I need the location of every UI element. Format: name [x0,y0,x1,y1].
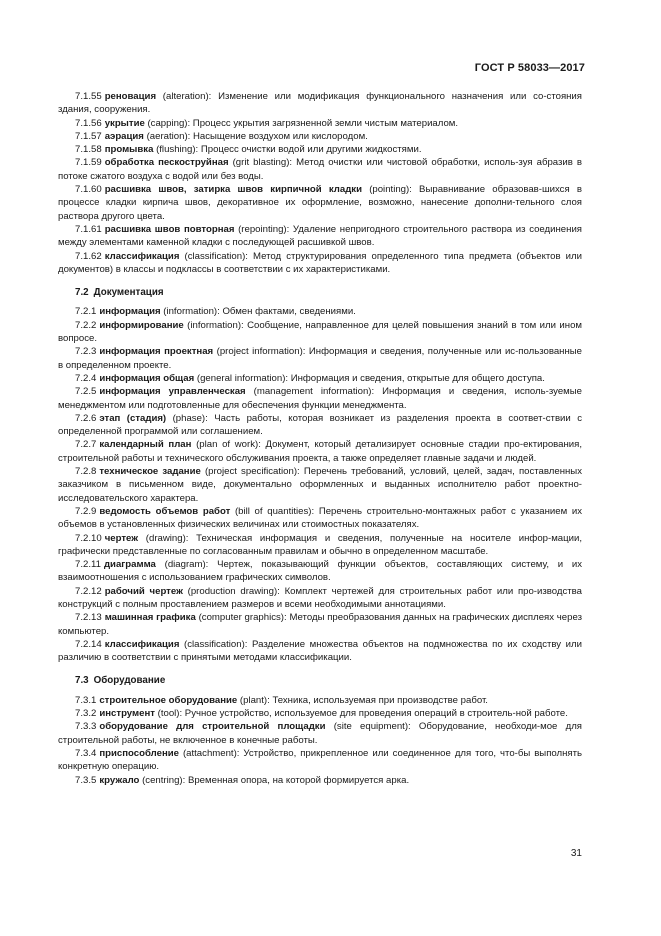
definition-text: (plan of work): Документ, который детализирует основные стадии про-ектирования, строительной работы и технического обслуживания проекта, а также определяет главные задачи и людей. [58,439,582,464]
definition-text: (capping): Процесс укрытия загрязненной земли чистым материалом. [144,117,459,129]
definition-paragraph [58,250,582,277]
definition-paragraph [58,183,582,223]
definition-term: информация проектная [99,346,214,358]
definition-text: (diagram): Чертеж, показывающий функции объектов, составляющих систему, и их взаимоотношения с использованием графических символов. [58,559,582,584]
definition-term: чертеж [104,532,139,544]
definition-number: 7.2.6 [75,412,97,424]
definition-text: (bill of quantities): Перечень строительно-монтажных работ с указанием их объемов в установленных физических величинах или стоимостных показателях. [58,505,582,531]
document-body [58,90,582,787]
definition-text: (management information): Информация и сведения, исполь-зуемые менеджментом или подготовленные для обеспечения функции менеджмента. [58,386,582,411]
definition-number: 7.3.1 [75,694,97,706]
definition-number: 7.1.58 [75,144,102,156]
definition-term: диаграмма [103,559,156,571]
definition-text: (site equipment): Оборудование, необходи-мое для строительной работы, не включенное в конечные работы. [58,721,582,746]
definition-paragraph [58,305,582,318]
definition-number: 7.1.59 [75,157,102,169]
definition-term: расшивка швов, затирка швов кирпичной кладки [104,184,362,196]
definition-paragraph [58,638,582,665]
definition-number: 7.3.3 [75,721,97,733]
definition-number: 7.1.60 [75,184,102,196]
definition-term: информирование [99,319,184,331]
definition-term: этап (стадия) [99,412,167,424]
definition-term: реновация [104,91,157,102]
definition-paragraph [58,505,582,532]
definition-paragraph [58,319,582,346]
definition-term: классификация [104,250,180,262]
definition-text: (attachment): Устройство, прикрепленное или соединенное для того, что-бы выполнять конкретную операцию. [58,747,582,773]
definition-term: кружало [99,774,140,786]
definition-paragraph [58,438,582,465]
definitions-block-7-1 [58,90,582,276]
definitions-block-7-2 [58,305,582,664]
definition-text: (production drawing): Комплект чертежей для строительных работ или про-изводства конструкций с полным проставлением размеров и всеми необходимыми аннотациями. [58,585,582,610]
definition-number: 7.2.5 [75,386,97,398]
definition-number: 7.3.2 [75,708,97,720]
definition-term: ведомость объемов работ [99,505,231,517]
definition-paragraph [58,694,582,707]
definition-number: 7.2.13 [75,612,102,624]
definition-term: информация управленческая [99,386,246,398]
definition-number: 7.1.61 [75,223,102,235]
definition-term: календарный план [99,439,192,451]
section-number: 7.3 [75,675,89,687]
definition-text: (pointing): Выравнивание образовав-шихся в процессе кладки кирпича швов, декоративное их оформление, возможно, нанесение дополни-тельного слоя раствора другого цвета. [58,184,582,222]
definition-number: 7.1.57 [75,130,102,142]
definition-number: 7.3.4 [75,747,97,759]
definition-paragraph [58,385,582,412]
definition-paragraph [58,465,582,505]
definition-term: информация общая [99,372,195,384]
page-number: 31 [570,848,582,859]
definition-paragraph [58,223,582,250]
definition-text: (centring): Временная опора, на которой формируется арка. [139,774,410,786]
section-name: Документация [93,287,164,299]
definition-number: 7.1.62 [75,250,102,262]
definition-term: машинная графика [104,612,196,624]
definition-text: (flushing): Процесс очистки водой или другими жидкостями. [153,144,422,156]
definition-paragraph [58,532,582,559]
definition-paragraph [58,345,582,372]
definition-text: (information): Обмен фактами, сведениями. [160,306,356,318]
definition-paragraph [58,156,582,183]
definition-paragraph [58,130,582,143]
definition-text: (classification): Разделение множества объектов на подмножества по их сходству или различию в соответствии с принятыми методами классификации. [58,638,582,664]
definition-paragraph [58,774,582,787]
section-title-7-3 [75,674,582,687]
definition-text: (alteration): Изменение или модификация функционального назначения или со-стояния здания, сооружения. [58,91,582,116]
definition-paragraph [58,372,582,385]
definition-paragraph [58,585,582,612]
definition-term: расшивка швов повторная [104,223,235,235]
definition-term: классификация [104,638,180,650]
section-title-7-2 [75,286,582,299]
definition-text: (drawing): Техническая информация и сведения, полученные на носителе инфор-мации, графически представленные по согласованным правилам и обычно в определенном масштабе. [58,532,582,557]
definition-paragraph [58,412,582,439]
standard-header: ГОСТ Р 58033—2017 [474,62,585,74]
definition-text: (project specification): Перечень требований, условий, целей, задач, поставленных заказчиком в письменном виде, документально оформленных и выданных исполнителю работ проектно-исследовательского характера. [58,466,582,504]
definition-paragraph [58,90,582,117]
definition-number: 7.2.10 [75,532,102,544]
definition-paragraph [58,143,582,156]
definition-term: аэрация [104,130,144,142]
definition-term: обработка пескоструйная [104,157,229,169]
definition-number: 7.1.55 [75,91,102,102]
definition-term: промывка [104,144,154,156]
section-name: Оборудование [93,675,166,687]
definition-number: 7.2.1 [75,306,97,318]
definition-term: рабочий чертеж [104,585,183,597]
definition-number: 7.2.11 [75,559,101,571]
definition-text: (phase): Часть работы, которая возникает из разделения проекта в соответ-ствии с определенной программой или соглашением. [58,412,582,438]
definition-paragraph [58,747,582,774]
definition-text: (computer graphics): Методы преобразования данных на графических дисплеях через компьютер. [58,612,582,637]
definition-number: 7.2.2 [75,319,97,331]
definition-term: укрытие [104,117,145,129]
definition-paragraph [58,707,582,720]
definition-term: строительное оборудование [99,694,238,706]
definition-term: информация [99,306,161,318]
definition-term: техническое задание [99,466,201,478]
definition-text: (grit blasting): Метод очистки или чистовой обработки, исполь-зуя абразив в потоке сжатого воздуха с водой или без воды. [58,157,582,182]
definition-number: 7.2.8 [75,466,97,478]
definition-term: оборудование для строительной площадки [99,721,326,733]
definition-text: (plant): Техника, используемая при производстве работ. [237,694,488,706]
definition-text: (repointing): Удаление непригодного строительного раствора из соединения между элементами каменной кладки с последующей расшивкой швов. [58,223,582,249]
definition-paragraph [58,558,582,585]
definition-paragraph [58,611,582,638]
definition-text: (project information): Информация и сведения, полученные или ис-пользованные в определенном проекте. [58,346,582,371]
definition-text: (tool): Ручное устройство, используемое для проведения операций в строитель-ной работе. [154,708,568,720]
section-number: 7.2 [75,287,89,299]
definition-paragraph [58,720,582,747]
definition-number: 7.2.14 [75,638,102,650]
definition-text: (classification): Метод структурирования определенного типа предмета (объектов или документов) в классы и подклассы в соответствии с их характеристиками. [58,250,582,275]
definition-text: (aeration): Насыщение воздухом или кислородом. [143,130,368,142]
definition-paragraph [58,117,582,130]
definition-number: 7.2.12 [75,585,102,597]
definition-term: инструмент [99,708,155,720]
definition-text: (general information): Информация и сведения, открытые для общего доступа. [194,372,545,384]
definition-number: 7.3.5 [75,774,97,786]
definition-term: приспособление [99,747,179,759]
definitions-block-7-3 [58,694,582,787]
definition-number: 7.2.7 [75,439,97,451]
definition-text: (information): Сообщение, направленное для целей повышения знаний в том или ином вопросе. [58,319,582,345]
definition-number: 7.2.9 [75,505,97,517]
definition-number: 7.1.56 [75,117,102,129]
definition-number: 7.2.3 [75,346,97,358]
definition-number: 7.2.4 [75,372,97,384]
